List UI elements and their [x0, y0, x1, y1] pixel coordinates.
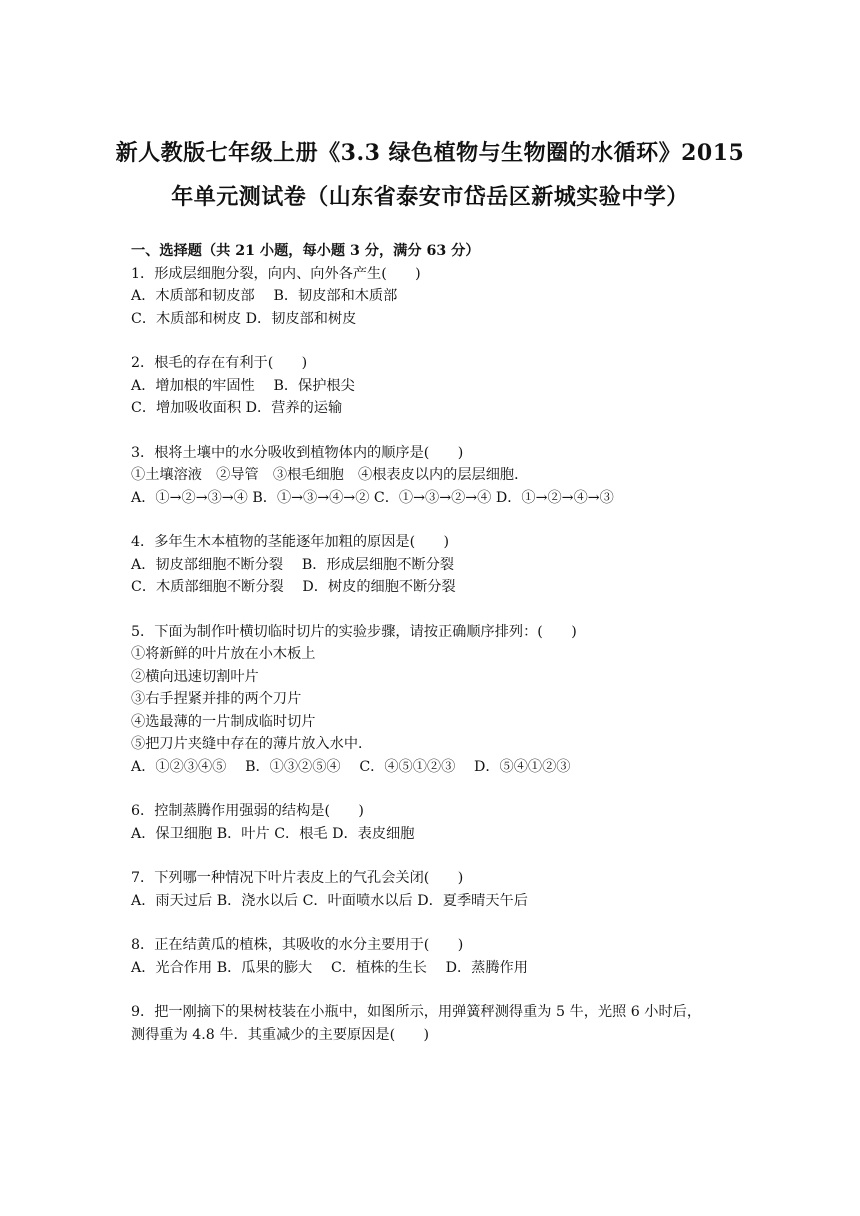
question-stem: 2．根毛的存在有利于( ): [131, 355, 308, 371]
question-stem: 6．控制蒸腾作用强弱的结构是( ): [131, 803, 364, 819]
question-option: ⑤把刀片夹缝中存在的薄片放入水中．: [131, 736, 373, 752]
question-stem: 4．多年生木本植物的茎能逐年加粗的原因是( ): [131, 534, 450, 550]
question-stem: 8．正在结黄瓜的植株，其吸收的水分主要用于( ): [131, 937, 464, 953]
question-7: [131, 867, 731, 912]
question-list: [131, 240, 731, 1046]
question-stem: 5．下面为制作叶横切临时切片的实验步骤，请按正确顺序排列：( ): [131, 623, 577, 640]
question-stem: 7．下列哪一种情况下叶片表皮上的气孔会关闭( ): [131, 870, 464, 886]
question-option: A．韧皮部细胞不断分裂 B．形成层细胞不断分裂: [131, 556, 455, 573]
question-stem: 9．把一刚摘下的果树枝装在小瓶中，如图所示，用弹簧秤测得重为 5 牛，光照 6 小时后，: [131, 1004, 702, 1020]
question-option: A．保卫细胞 B．叶片 C．根毛 D．表皮细胞: [131, 825, 415, 842]
question-5: [131, 621, 731, 779]
question-9: [131, 1001, 731, 1046]
question-option: C．木质部细胞不断分裂 D．树皮的细胞不断分裂: [131, 579, 456, 595]
question-3: [131, 442, 731, 510]
question-8: [131, 934, 731, 979]
question-stem: 3．根将土壤中的水分吸收到植物体内的顺序是( ): [131, 444, 464, 461]
question-2: [131, 352, 731, 420]
section-heading: 一、选择题（共 21 小题，每小题 3 分，满分 63 分）: [131, 243, 480, 259]
document-title-line-2: 年单元测试卷（山东省泰安市岱岳区新城实验中学）: [171, 184, 689, 210]
question-option: A．①②③④⑤ B．①③②⑤④ C．④⑤①②③ D．⑤④①②③: [131, 758, 571, 775]
question-option: A．①→②→③→④ B．①→③→④→② C．①→③→②→④ D．①→②→④→③: [131, 489, 614, 506]
document-title-line-1: 新人教版七年级上册《3.3 绿色植物与生物圈的水循环》2015: [115, 140, 745, 166]
question-option: ②横向迅速切割叶片: [131, 668, 259, 685]
question-1: [131, 263, 731, 331]
question-4: [131, 531, 731, 599]
question-option: A．光合作用 B．瓜果的膨大 C．植株的生长 D．蒸腾作用: [131, 959, 528, 976]
question-6: [131, 800, 731, 845]
question-option: ①土壤溶液 ②导管 ③根毛细胞 ④根表皮以内的层层细胞．: [131, 467, 529, 483]
question-option: ③右手捏紧并排的两个刀片: [131, 691, 302, 707]
question-option: C．增加吸收面积 D．营养的运输: [131, 400, 343, 416]
question-option: C．木质部和树皮 D．韧皮部和树皮: [131, 310, 357, 327]
question-option: ①将新鲜的叶片放在小木板上: [131, 646, 316, 662]
question-option: A．增加根的牢固性 B．保护根尖: [131, 377, 355, 394]
question-stem-continued: 测得重为 4.8 牛．其重减少的主要原因是( ): [131, 1026, 430, 1043]
question-option: A．雨天过后 B．浇水以后 C．叶面喷水以后 D．夏季晴天午后: [131, 892, 528, 909]
question-stem: 1．形成层细胞分裂，向内、向外各产生( ): [131, 265, 421, 282]
question-option: A．木质部和韧皮部 B．韧皮部和木质部: [131, 288, 398, 304]
question-option: ④选最薄的一片制成临时切片: [131, 713, 316, 730]
